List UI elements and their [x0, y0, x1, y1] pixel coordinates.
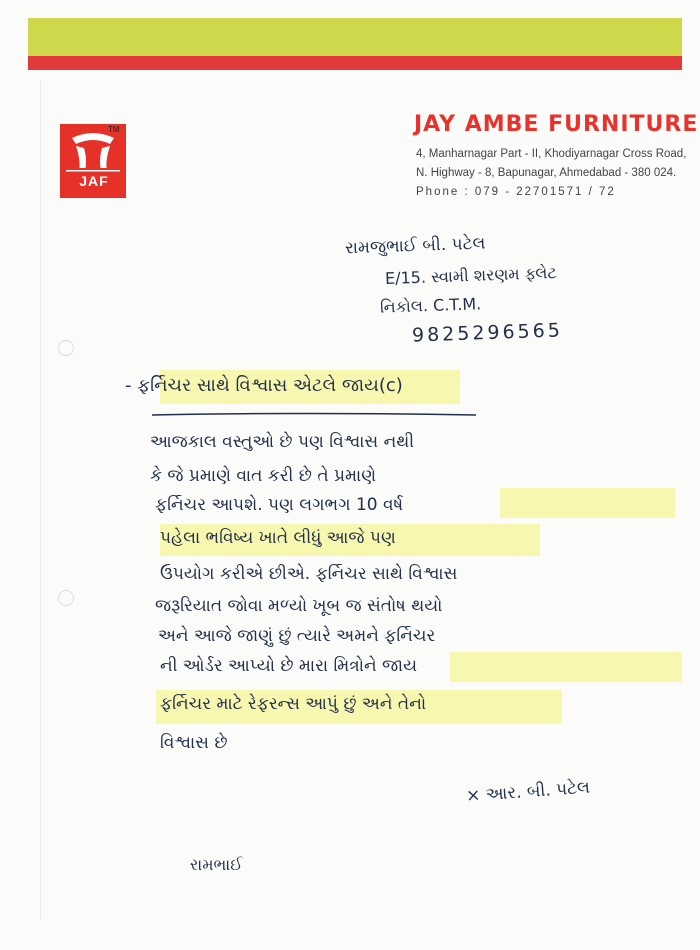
address-line-2: N. Highway - 8, Bapunagar, Ahmedabad - 380 024. [416, 167, 677, 179]
body-line: ની ઓર્ડર આપ્યો છે મારા મિત્રોને જાય [160, 656, 417, 676]
address-line-1: 4, Manharnagar Part - II, Khodiyarnagar Cross Road, [416, 148, 687, 160]
recipient-name: રામજુભાઈ બી. પટેલ [344, 233, 486, 259]
signature: × આર. બી. પટેલ [465, 777, 591, 807]
subject-underline [150, 410, 480, 420]
recipient-address-1: E/15. સ્વામી શરણમ ફ્લેટ [384, 263, 558, 288]
body-line: આજકાલ વસ્તુઓ છે પણ વિશ્વાસ નથી [150, 432, 415, 452]
footer-handwritten-note: રામભાઈ [190, 855, 243, 874]
letterhead-band-green [28, 18, 682, 56]
highlight [500, 488, 675, 518]
letterhead-band-red [28, 56, 682, 70]
body-line: કે જે પ્રમાણે વાત કરી છે તે પ્રમાણે [150, 466, 377, 486]
punch-hole [58, 590, 74, 606]
body-line: જરૂરિયાત જોવા મળ્યો ખૂબ જ સંતોષ થયો [155, 596, 443, 616]
punch-hole [58, 340, 74, 356]
company-name: JAY AMBE FURNITURE [414, 112, 699, 137]
recipient-address-2: નિકોલ. C.T.M. [379, 294, 482, 317]
phone-line: Phone : 079 - 22701571 / 72 [416, 186, 616, 198]
trademark-mark: TM [108, 125, 120, 134]
paper-edge-shadow [40, 80, 41, 920]
recipient-phone: 9825296565 [411, 319, 564, 347]
body-line: અને આજે જાણું છું ત્યારે અમને ફર્નિચર [158, 626, 436, 646]
body-line: ફર્નિચર આપશે. પણ લગભગ 10 વર્ષ [155, 495, 404, 515]
body-line: ઉપયોગ કરીએ છીએ. ફર્નિચર સાથે વિશ્વાસ [160, 564, 458, 584]
body-line: વિશ્વાસ છે [160, 733, 228, 753]
letter-subject: - ફર્નિચર સાથે વિશ્વાસ એટલે જાય(c) [125, 375, 403, 396]
body-line: ફર્નિચર માટે રેફરન્સ આપું છું અને તેનો [160, 694, 427, 714]
body-line: પહેલા ભવિષ્ય ખાતે લીધું આજે પણ [160, 528, 396, 548]
highlight [450, 652, 682, 682]
logo-text: JAF [79, 173, 109, 189]
